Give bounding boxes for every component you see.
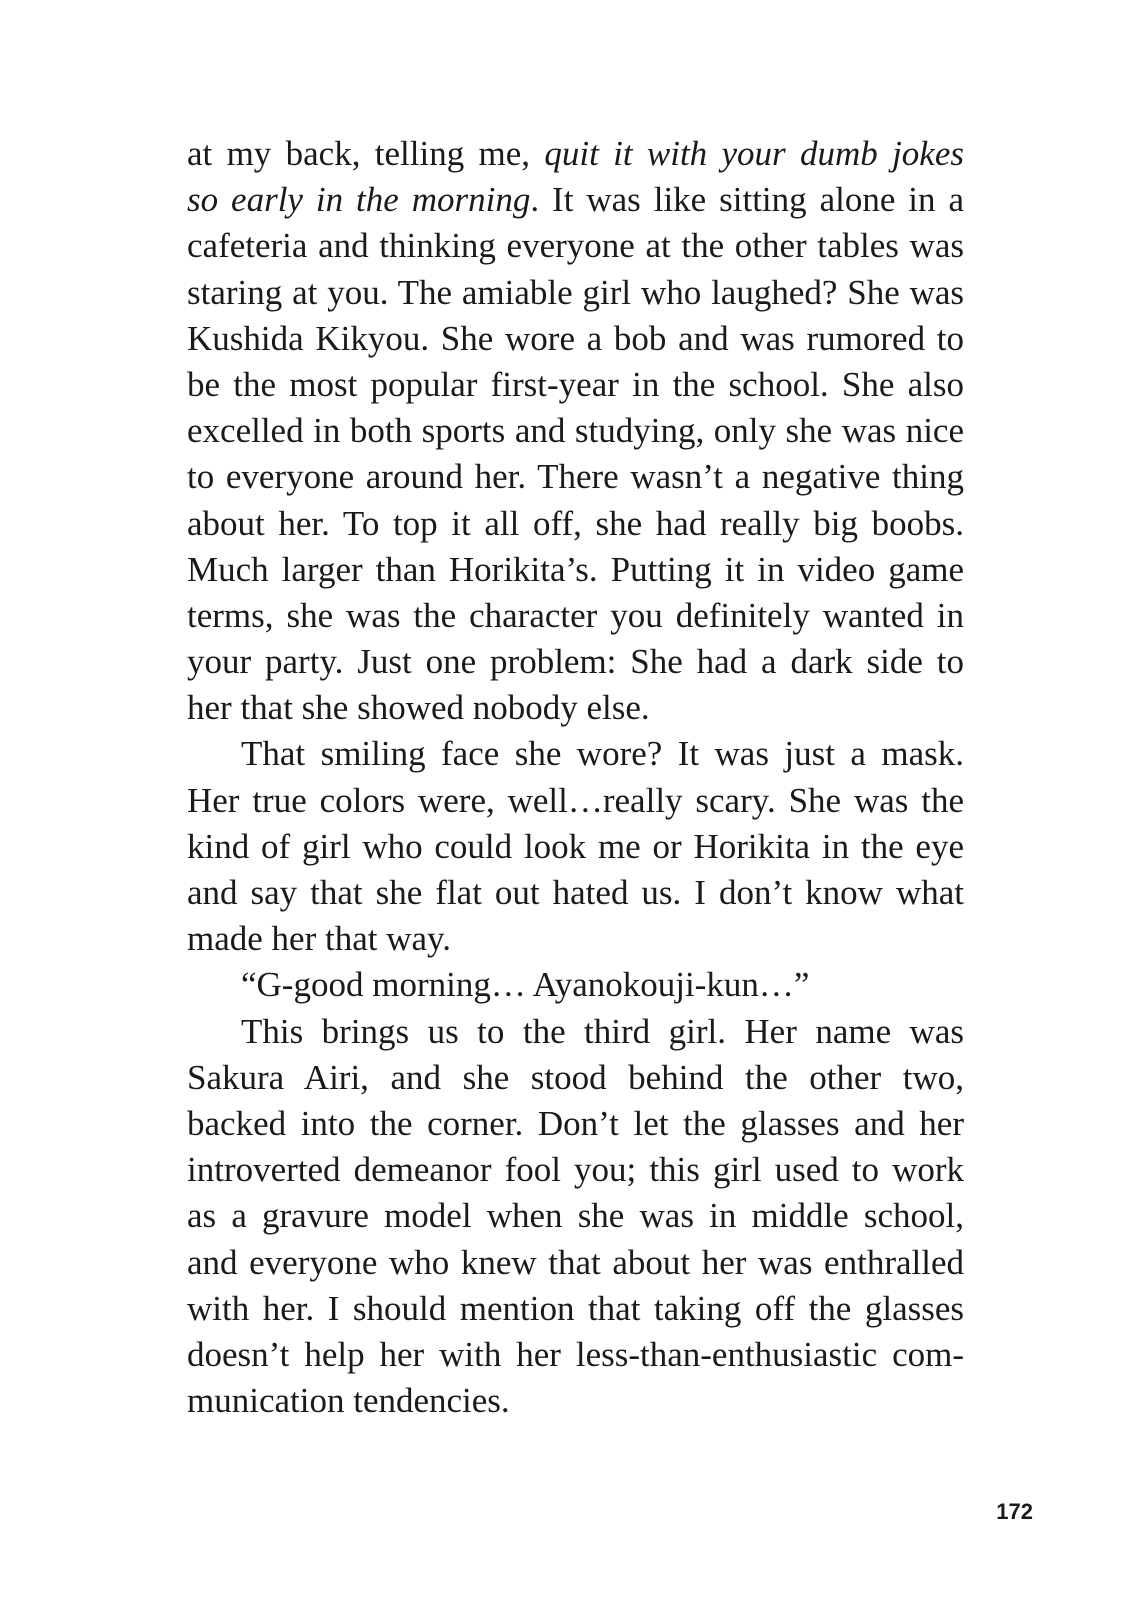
- text-line: introverted demeanor fool you; this girl used to work: [187, 1150, 964, 1190]
- text-line: Kushida Kikyou. She wore a bob and was rumored to: [187, 318, 964, 358]
- text-line: to everyone around her. There wasn’t a negative thing: [187, 457, 964, 497]
- text-line: kind of girl who could look me or Horikita in the eye: [187, 826, 964, 866]
- body-text: [187, 131, 964, 1424]
- text-line: Sakura Airi, and she stood behind the other two,: [187, 1057, 964, 1097]
- text-line: doesn’t help her with her less-than-enthusiastic com-: [187, 1334, 964, 1374]
- text-line: made her that way.: [187, 919, 452, 959]
- text-line: excelled in both sports and studying, only she was nice: [187, 411, 964, 451]
- text-line: with her. I should mention that taking off the glasses: [187, 1288, 964, 1328]
- text-line: That smiling face she wore? It was just a mask.: [241, 734, 964, 774]
- text-line: and say that she flat out hated us. I don’t know what: [187, 873, 964, 912]
- text-line: munication tendencies.: [187, 1381, 510, 1421]
- text-line: backed into the corner. Don’t let the glasses and her: [187, 1103, 964, 1143]
- text-line: about her. To top it all off, she had really big boobs.: [187, 503, 964, 543]
- text-line: as a gravure model when she was in middle school,: [187, 1196, 964, 1236]
- text-line: cafeteria and thinking everyone at the other tables was: [187, 226, 964, 266]
- text-line: This brings us to the third girl. Her name was: [241, 1011, 964, 1051]
- text-line: staring at you. The amiable girl who laughed? She was: [187, 272, 964, 312]
- text-line: so early in the morning. It was like sitting alone in a: [187, 180, 965, 220]
- text-line: your party. Just one problem: She had a dark side to: [187, 642, 964, 682]
- text-line: and everyone who knew that about her was enthralled: [187, 1242, 964, 1282]
- text-line: her that she showed nobody else.: [187, 688, 650, 728]
- text-line: at my back, telling me, quit it with your dumb jokes: [187, 134, 964, 173]
- text-line: be the most popular first-year in the school. She also: [187, 364, 964, 404]
- text-line: terms, she was the character you definitely wanted in: [187, 595, 964, 635]
- text-line: “G-good morning… Ayanokouji-kun…”: [241, 965, 810, 1005]
- text-line: Much larger than Horikita’s. Putting it in video game: [187, 549, 964, 589]
- page-number: 172: [996, 1499, 1033, 1524]
- text-line: Her true colors were, well…really scary. She was the: [187, 780, 964, 820]
